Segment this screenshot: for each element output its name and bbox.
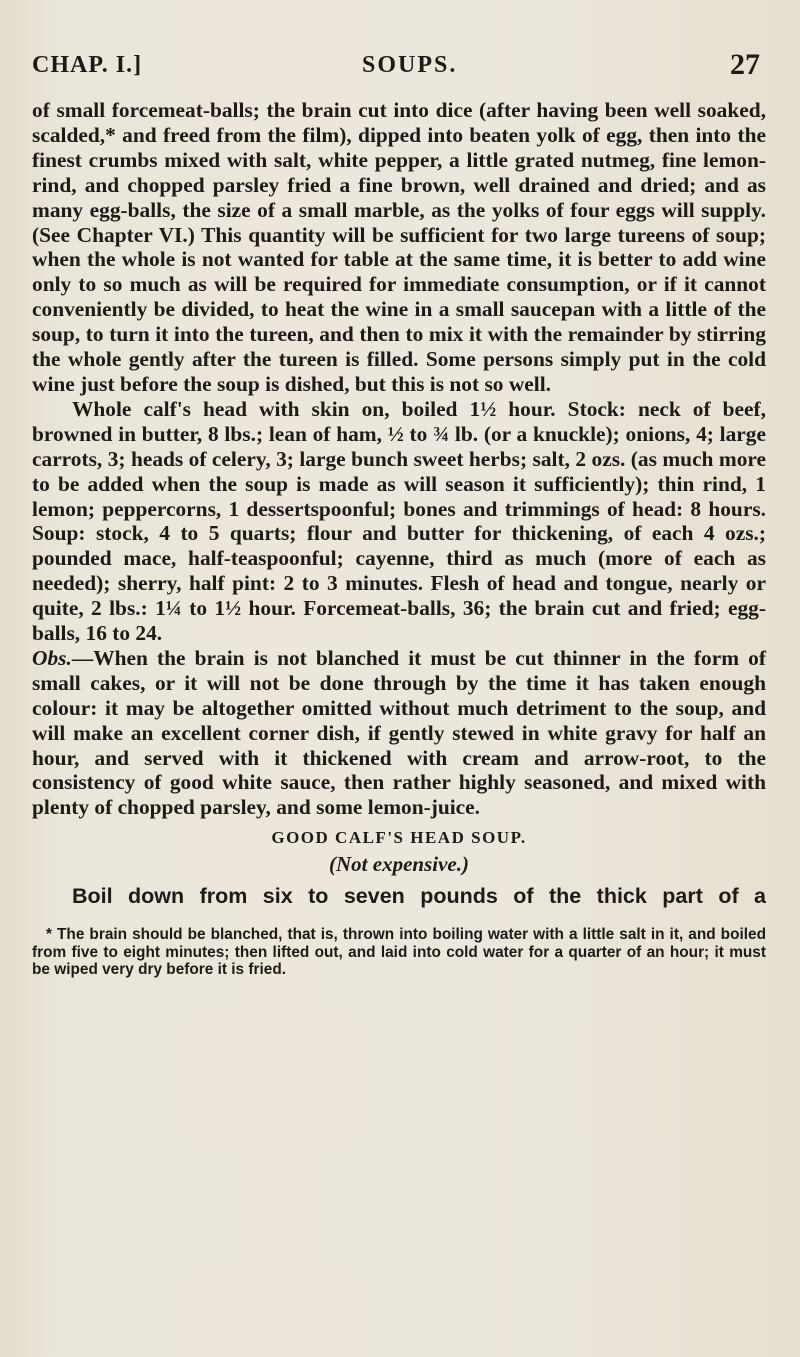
obs-label: Obs.	[32, 645, 72, 670]
footnote-text: * The brain should be blanched, that is, thrown into boiling water with a little salt in it, and boiled from five to eight minutes; then lifted out, and laid into cold water for a quarter of an hour; it must be wiped very dry before it is fried.	[32, 926, 766, 979]
running-header	[32, 48, 760, 88]
paragraph-quantities: Whole calf's head with skin on, boiled 1½ hour. Stock: neck of beef, browned in butter, 8 lbs.; lean of ham, ½ to ¾ lb. (or a knuckle); onions, 4; large carrots, 3; heads of celery, 3; large bunch sweet herbs; salt, 2 ozs. (as much more to be added when the soup is made as will season it sufficiently); thin rind, 1 lemon; peppercorns, 1 dessertspoonful; bones and trimmings of head: 8 hours. Soup: stock, 4 to 5 quarts; flour and butter for thickening, of each 4 ozs.; pounded mace, half-teaspoonful; cayenne, third as much (more of each as needed); sherry, half pint: 2 to 3 minutes. Flesh of head and tongue, nearly or quite, 2 lbs.: 1¼ to 1½ hour. Forcemeat-balls, 36; the brain cut and fried; egg-balls, 16 to 24.	[32, 396, 766, 646]
recipe-subtitle: (Not expensive.)	[329, 852, 469, 877]
recipe-title: GOOD CALF'S HEAD SOUP.	[271, 828, 527, 848]
chapter-label: CHAP. I.]	[32, 52, 143, 78]
main-text	[32, 98, 766, 979]
footnote	[32, 926, 766, 979]
footnote-divider	[32, 923, 766, 924]
recipe-intro: Boil down from six to seven pounds of the thick part of a	[72, 884, 766, 909]
section-title: SOUPS.	[362, 52, 458, 78]
page-number: 27	[730, 48, 760, 81]
paragraph-continuation: of small forcemeat-balls; the brain cut into dice (after having been well soaked, scalded,* and freed from the film), dipped into beaten yolk of egg, then into the finest crumbs mixed with salt, white pepper, a little grated nutmeg, fine lemon-rind, and chopped parsley fried a fine brown, well drained and dried; and as many egg-balls, the size of a small marble, as the yolks of four eggs will supply. (See Chapter VI.) This quantity will be sufficient for two large tureens of soup; when the whole is not wanted for table at the same time, it is better to add wine only to so much as will be required for immediate consumption, or if it cannot conveniently be divided, to heat the wine in a small saucepan with a little of the soup, to turn it into the tureen, and then to mix it with the remainder by stirring the whole gently after the tureen is filled. Some persons simply put in the cold wine just before the soup is dished, but this is not so well.	[32, 98, 766, 396]
paragraph-observation	[32, 646, 766, 820]
obs-text: —When the brain is not blanched it must be cut thinner in the form of small cakes, or it will not be done through by the time it has taken enough colour: it may be altogether omitted without much detriment to the soup, and will make an excellent corner dish, if gently stewed in white gravy for half an hour, and served with it thickened with cream and arrow-root, to the consistency of good white sauce, then rather highly seasoned, and mixed with plenty of chopped parsley, and some lemon-juice.	[32, 645, 766, 820]
